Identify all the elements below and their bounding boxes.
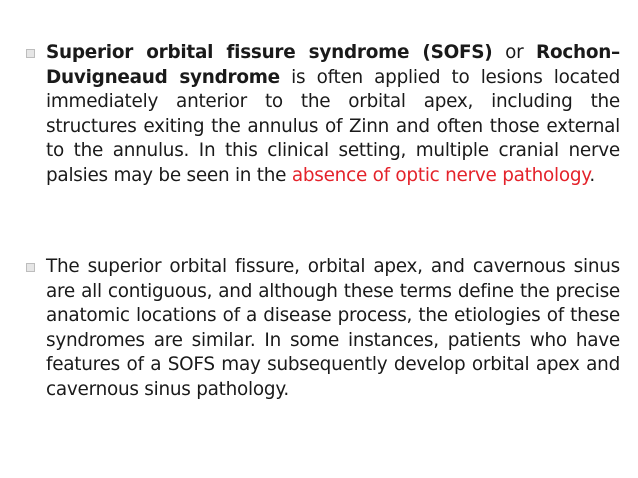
square-bullet-icon bbox=[26, 49, 35, 58]
text-connector: or bbox=[492, 42, 537, 63]
sentence-end: . bbox=[589, 164, 595, 186]
highlight-optic-nerve: absence of optic nerve pathology bbox=[291, 164, 590, 186]
square-bullet-icon bbox=[26, 263, 35, 272]
bullet-item-contiguous bbox=[20, 255, 620, 403]
bullet-text-contiguous bbox=[46, 255, 620, 403]
contiguous-description: The superior orbital fissure, orbital apex, and cavernous sinus are all contiguous, and although these terms define the precise anatomic locations of a disease process, the etiologies of these syndromes are similar. In some instances, patients who have features of a SOFS may subsequently develop orbital apex and cavernous sinus pathology. bbox=[46, 256, 620, 400]
bullet-item-sofs bbox=[20, 41, 620, 189]
bullet-text-sofs bbox=[46, 41, 620, 189]
term-rochon-duvigneaud: Rochon–Duvigneaud syndrome bbox=[46, 42, 620, 88]
sofs-description: is often applied to lesions located immediately anterior to the orbital apex, including the structures exiting the annulus of Zinn and often those external to the annulus. In this clinical setting, multiple cranial nerve palsies may be seen in the bbox=[46, 66, 620, 186]
term-sofs: Superior orbital fissure syndrome (SOFS) bbox=[46, 42, 493, 63]
